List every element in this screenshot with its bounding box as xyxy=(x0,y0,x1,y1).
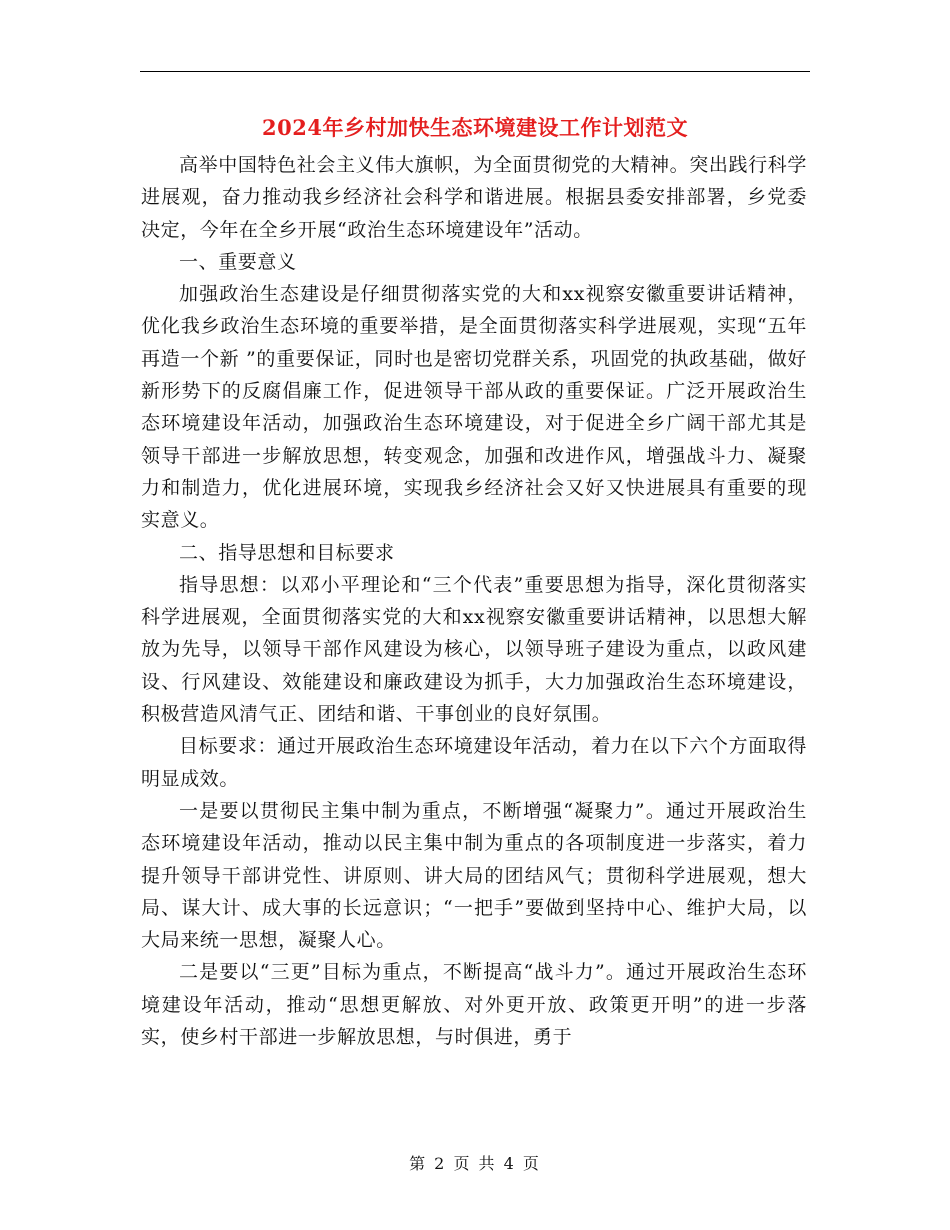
section-heading-guidance: 二、指导思想和目标要求 xyxy=(179,541,395,564)
document-title: 2024年乡村加快生态环境建设工作计划范文 xyxy=(262,115,688,140)
goals-paragraph: 目标要求：通过开展政治生态环境建设年活动，着力在以下六个方面取得明显成效。 xyxy=(141,735,807,790)
section-heading-significance: 一、重要意义 xyxy=(179,250,297,273)
goal-two-paragraph: 二是要以“三更”目标为重点，不断提高“战斗力”。通过开展政治生态环境建设年活动，推动“思想更解放、对外更开放、政策更开明”的进一步落实，使乡村干部进一步解放思想，与时俱进，勇于 xyxy=(141,961,807,1049)
significance-paragraph: 加强政治生态建设是仔细贯彻落实党的大和xx视察安徽重要讲话精神，优化我乡政治生态环境的重要举措，是全面贯彻落实科学进展观，实现“五年再造一个新 ”的重要保证，同时也是密切党群关系，巩固党的执政基础，做好新形势下的反腐倡廉工作，促进领导干部从政的重要保证。广泛开展政治生态环境建设年活动，加强政治生态环境建设，对于促进全乡广阔干部尤其是领导干部进一步解放思想，转变观念，加强和改进作风，增强战斗力、凝聚力和制造力，优化进展环境，实现我乡经济社会又好又快进展具有重要的现实意义。 xyxy=(141,283,807,532)
guiding-ideology-paragraph: 指导思想：以邓小平理论和“三个代表”重要思想为指导，深化贯彻落实科学进展观，全面贯彻落实党的大和xx视察安徽重要讲话精神，以思想大解放为先导，以领导干部作风建设为核心，以领导班子建设为重点，以政风建设、行风建设、效能建设和廉政建设为抓手，大力加强政治生态环境建设，积极营造风清气正、团结和谐、干事创业的良好氛围。 xyxy=(141,573,807,726)
document-body xyxy=(141,149,807,1053)
header-rule xyxy=(140,71,810,72)
intro-paragraph: 高举中国特色社会主义伟大旗帜，为全面贯彻党的大精神。突出践行科学进展观，奋力推动我乡经济社会科学和谐进展。根据县委安排部署，乡党委决定，今年在全乡开展“政治生态环境建设年”活动。 xyxy=(141,154,807,241)
page-number: 第 2 页 共 4 页 xyxy=(409,1154,541,1173)
goal-one-paragraph: 一是要以贯彻民主集中制为重点，不断增强“凝聚力”。通过开展政治生态环境建设年活动，推动以民主集中制为重点的各项制度进一步落实，着力提升领导干部讲党性、讲原则、讲大局的团结风气；贯彻科学进展观，想大局、谋大计、成大事的长远意识；“一把手”要做到坚持中心、维护大局，以大局来统一思想，凝聚人心。 xyxy=(141,799,807,952)
